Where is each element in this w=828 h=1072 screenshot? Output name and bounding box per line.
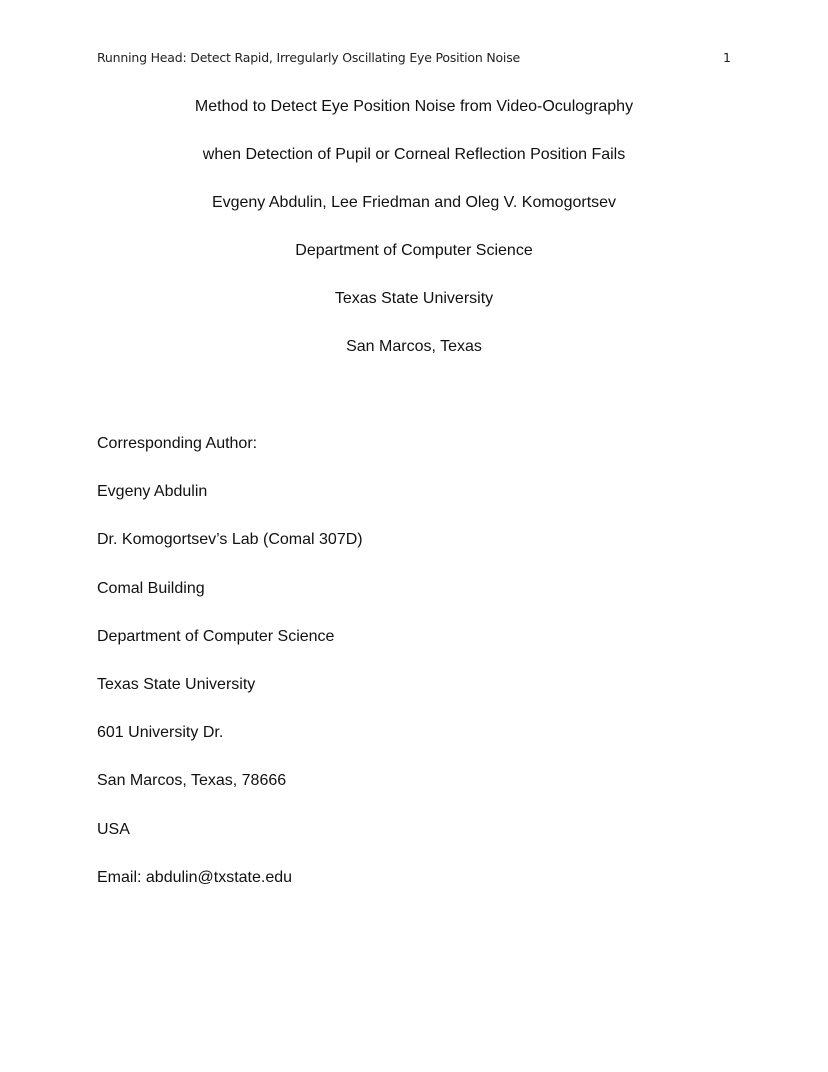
title-block [0,96,828,384]
paper-title-line-2: when Detection of Pupil or Corneal Reflection Position Fails [202,146,626,163]
affiliation-university: Texas State University [334,290,494,307]
page-number: 1 [723,50,731,65]
corresponding-author-department: Department of Computer Science [97,627,335,645]
running-head: Running Head: Detect Rapid, Irregularly Oscillating Eye Position Noise [97,50,520,65]
corresponding-author-lab: Dr. Komogortsev’s Lab (Comal 307D) [97,531,363,549]
corresponding-author-email: Email: abdulin@txstate.edu [97,868,293,886]
paper-title-line-1: Method to Detect Eye Position Noise from Video-Oculography [194,98,634,115]
corresponding-author-street: 601 University Dr. [97,724,224,742]
corresponding-author-country: USA [97,820,130,838]
affiliation-location: San Marcos, Texas [346,338,482,355]
corresponding-author-building: Comal Building [97,579,205,597]
corresponding-author-university: Texas State University [97,675,256,693]
corresponding-author-city-state-zip: San Marcos, Texas, 78666 [97,772,287,790]
authors-line: Evgeny Abdulin, Lee Friedman and Oleg V. Komogortsev [211,194,617,211]
corresponding-author-name: Evgeny Abdulin [97,483,208,501]
affiliation-department: Department of Computer Science [295,242,533,259]
corresponding-author-label: Corresponding Author: [97,435,258,452]
corresponding-author-block [97,433,737,915]
